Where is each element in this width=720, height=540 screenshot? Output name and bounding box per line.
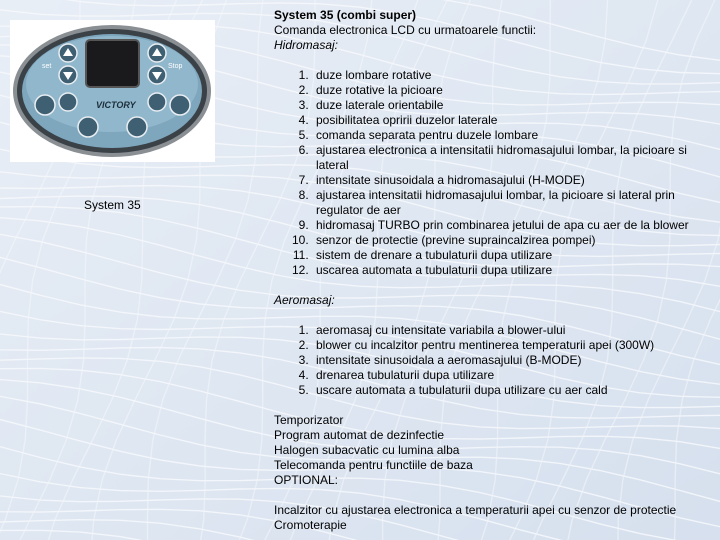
extra-line: Temporizator [274,413,344,427]
list-item: 9. hidromasaj TURBO prin combinarea jetului de apa cu aer de la blower [312,218,714,233]
extra-line: Program automat de dezinfectie [274,428,445,442]
list-item: 1. duze lombare rotative [312,68,714,83]
list-item: 8. ajustarea intensitatii hidromasajului lombar, la picioare si lateral prin regulator de aer [312,188,714,218]
list-item: 3. duze laterale orientabile [312,98,714,113]
list-item: 4. posibilitatea opririi duzelor laterale [312,113,714,128]
optional-line: Incalzitor cu ajustarea electronica a temperaturii apei cu senzor de protectie [274,503,677,517]
spec-content [274,8,714,533]
list-item: 3. intensitate sinusoidala a aeromasajului (B-MODE) [312,353,714,368]
extra-line: Halogen subacvatic cu lumina alba [274,443,460,457]
intro-text: Comanda electronica LCD cu urmatoarele functii: [274,23,537,37]
jets-right-button[interactable] [170,95,190,115]
fan-button[interactable] [78,117,98,137]
hidromasaj-list [274,68,714,278]
mode-right-button[interactable] [148,93,166,111]
image-caption: System 35 [84,198,141,212]
list-item: 4. drenarea tubulaturii dupa utilizare [312,368,714,383]
optional-label: OPTIONAL: [274,473,339,487]
hidromasaj-heading: Hidromasaj: [274,38,339,52]
aeromasaj-list [274,323,714,398]
list-item: 5. uscare automata a tubulaturii dupa utilizare cu aer cald [312,383,714,398]
list-item: 2. blower cu incalzitor pentru mentinerea temperaturii apei (300W) [312,338,714,353]
extra-line: Telecomanda pentru functiile de baza [274,458,473,472]
spacer [274,488,714,503]
list-item: 2. duze rotative la picioare [312,83,714,98]
stop-label: Stop [168,63,183,70]
aeromasaj-heading: Aeromasaj: [274,293,335,307]
set-label: set [42,63,52,70]
jets-left-button[interactable] [35,95,55,115]
list-item: 7. intensitate sinusoidala a hidromasajului (H-MODE) [312,173,714,188]
brand-logo: VICTORY [96,100,136,110]
page-title: System 35 (combi super) [274,8,417,22]
list-item: 12. uscarea automata a tubulaturii dupa utilizare [312,263,714,278]
list-item: 1. aeromasaj cu intensitate variabila a blower-ului [312,323,714,338]
product-image-panel [10,20,215,162]
optional-line: Cromoterapie [274,518,347,532]
drop-button[interactable] [127,117,147,137]
list-item: 5. comanda separata pentru duzele lombare [312,128,714,143]
lcd-screen [86,40,139,87]
list-item: 10. senzor de protectie (previne supraincalzirea pompei) [312,233,714,248]
control-panel-image [10,20,215,162]
list-item: 11. sistem de drenare a tubulaturii dupa utilizare [312,248,714,263]
list-item: 6. ajustarea electronica a intensitatii hidromasajului lombar, la picioare si lateral [312,143,714,173]
mode-left-button[interactable] [59,93,77,111]
